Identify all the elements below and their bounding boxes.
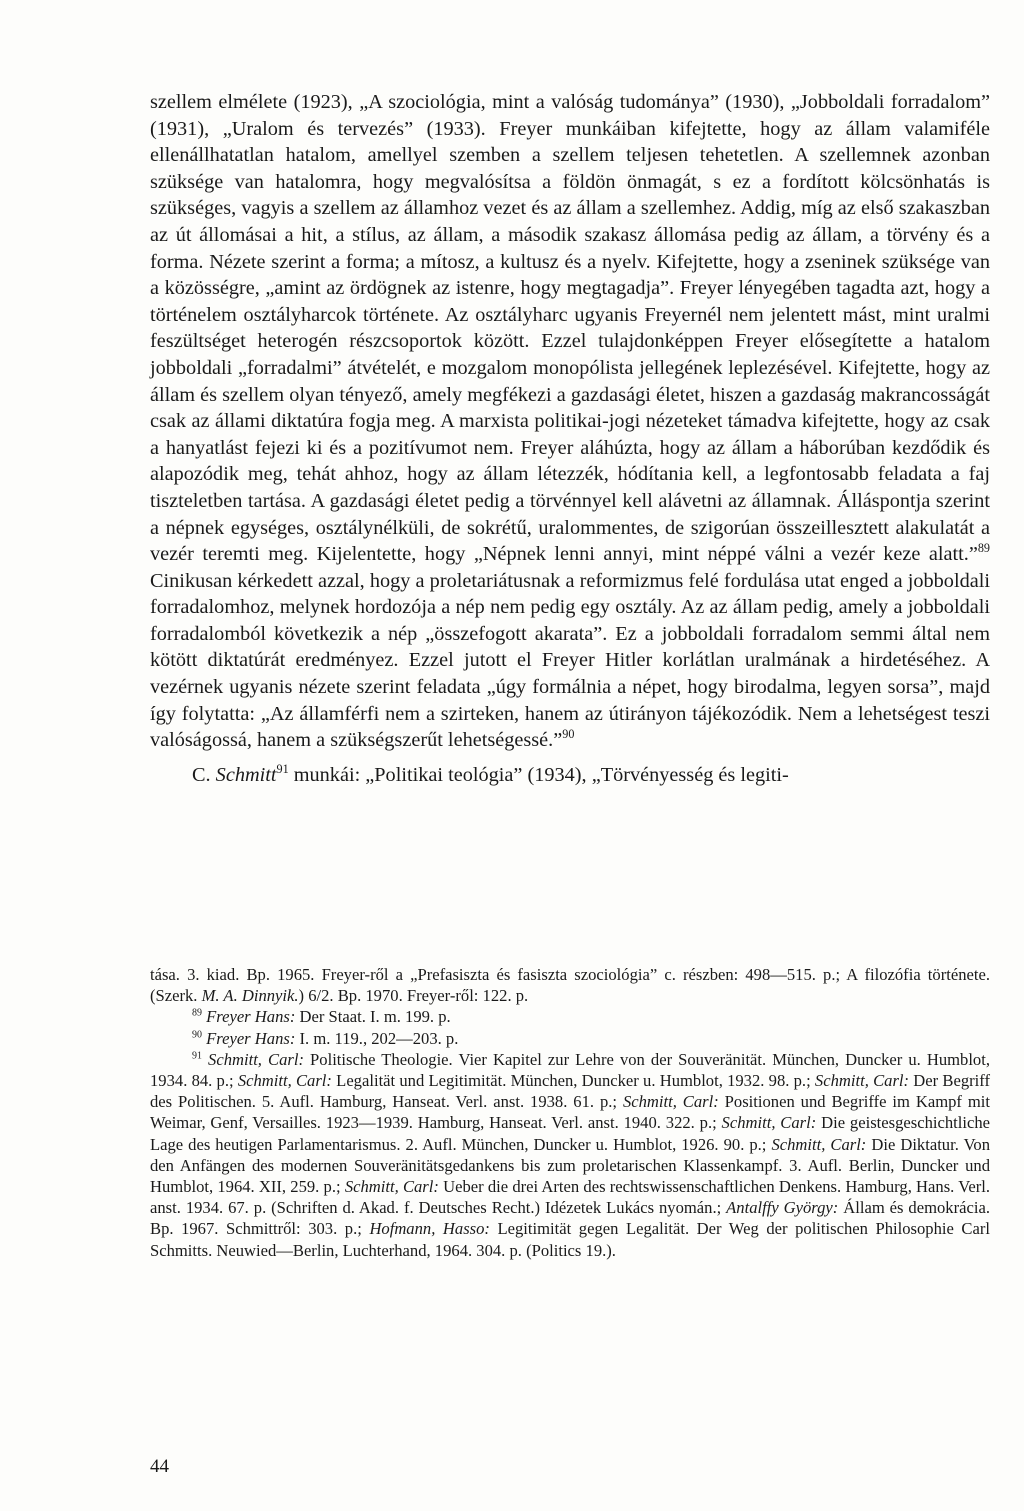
- paragraph-text: C.: [192, 763, 216, 786]
- footnote-text: Der Staat. I. m. 199. p.: [295, 1007, 451, 1027]
- footnote-text: Die Diktatur. Von den Anfängen des modernen Souveränitätsgedankens bis zum proletarischen Klassenkampf. 3. Aufl. Berlin, Duncker und Humblot, 1964. XII, 259. p.;: [150, 1134, 991, 1197]
- footnote-author: Schmitt, Carl:: [721, 1113, 817, 1133]
- footnote-number: 91: [192, 1050, 202, 1062]
- footnotes: [150, 964, 990, 1261]
- paragraph-text: szellem elmélete (1923), „A szociológia, mint a valóság tudománya” (1930), „Jobboldali forradalom” (1931), „Uralom és tervezés” (1933). Freyer munkáiban kifejtette, hogy az állam valamiféle ellenállhatatlan hatalom, amellyel szemben a szellem teljesen tehetetlen. A szellemnek azonban szüksége van hatalomra, hogy megvalósítsa a földön önmagát, s ez a fordított kölcsönhatás is szükséges, vagyis a szellem az államhoz vezet és az állam a szellemhez. Addig, míg az első szakaszban az út állomásai a hit, a stílus, az állam, a második szakasz állomása pedig az állam, a törvény és a forma. Nézete szerint a forma; a mítosz, a kultusz és a nyelv. Kifejtette, hogy a zseninek szüksége van a közösségre, „amint az ördögnek az istenre, hogy megtagadja”. Freyer lényegében tagadta azt, hogy a történelem osztályharcok története. Az osztályharc ugyanis Freyernél nem jelentett mást, mint uralmi feszültséget heterogén részcsoportok között. Ezzel tulajdonképpen Freyer elősegítette a hatalom jobboldali „forradalmi” átvételét, e mozgalom monopólista jellegének leplezésével. Kifejtette, hogy az állam és szellem olyan tényező, amely megfékezi a gazdasági életet, hiszen a gazdaság makrancosságát csak az állami diktatúra fogja meg. A marxista politikai-jogi nézeteket támadva kifejtette, hogy az csak a hanyatlást fejezi ki és a pozitívumot nem. Freyer aláhúzta, hogy az állam a háborúban kezdődik és alapozódik meg, tehát ahhoz, hogy az állam létezzék, hódítania kell, a legfontosabb feladata a faj tiszteletben tartása. A gazdasági életet pedig a törvénnyel kell alávetni az államnak. Álláspontja szerint a népnek egységes, osztálynélküli, de sokrétű, uralommentes, de szigorúan összeillesztett alakulatát a vezér teremti meg. Kijelentette, hogy „Népnek lenni annyi, mint néppé válni a vezér keze alatt.”: [150, 91, 990, 566]
- footnote-author: Antalffy György:: [726, 1198, 839, 1218]
- footnote-text: Legalität und Legitimität. München, Duncker u. Humblot, 1932. 98. p.;: [331, 1071, 815, 1091]
- footnote-text: Állam és demokrácia. Bp. 1967. Schmittről: 303. p.;: [150, 1198, 990, 1239]
- footnote-text: Positionen und Begriffe im Kampf mit Weimar, Genf, Versailles. 1923—1939. Hamburg, Hanseat. Verl. anst. 1940. 322. p.;: [150, 1092, 990, 1133]
- paragraph-schmitt: [150, 762, 990, 789]
- footnote-number: 89: [192, 1007, 202, 1019]
- footnote-author: Schmitt, Carl:: [771, 1134, 867, 1154]
- footnote-89: [150, 1006, 990, 1027]
- footnote-text: Ueber die drei Arten des rechtswissenschaftlichen Denkens. Hamburg, Hans. Verl. anst. 1934. 67. p. (Schriften d. Akad. f. Deutsches Recht.) Idézetek Lukács nyomán.;: [150, 1177, 991, 1218]
- footnote-text: I. m. 119., 202—203. p.: [295, 1028, 459, 1048]
- page-number: 44: [150, 1456, 169, 1477]
- footnote-author: Schmitt, Carl:: [814, 1071, 910, 1091]
- footnote-91: [150, 1049, 990, 1261]
- footnote-author: Schmitt, Carl:: [622, 1092, 719, 1112]
- footnote-author: Hofmann, Hasso:: [369, 1219, 490, 1239]
- paragraph-freyer: [150, 89, 990, 754]
- footnote-text: Politische Theologie. Vier Kapitel zur Lehre von der Souveränität. München, Duncker u. Humblot, 1934. 84. p.;: [150, 1049, 990, 1091]
- footnote-author: M. A. Dinnyik.: [201, 986, 299, 1006]
- footnote-ref-90[interactable]: 90: [562, 727, 575, 742]
- footnote-text: ) 6/2. Bp. 1970. Freyer-ről: 122. p.: [298, 986, 529, 1006]
- paragraph-text: Cinikusan kérkedett azzal, hogy a proletariátusnak a reformizmus felé fordulása utat enged a jobboldali forradalomhoz, melynek hordozója a nép nem pedig egy osztály. Az az állam pedig, amely a jobboldali forradalomból következik a nép „összefogott akarata”. Ez a jobboldali forradalom semmi által nem kötött diktatúrát eredményez. Ezzel jutott el Freyer Hitler korlátlan uralmának a hirdetéséhez. A vezérnek ugyanis nézete szerint feladata „úgy formálnia a népet, hogy birodalma, legyen sorsa”, majd így folytatta: „Az államférfi nem a szirteken, hanem az útirányon tájékozódik. Nem a lehetségest teszi valóságossá, hanem a szükségszerűt lehetségessé.”: [150, 569, 990, 752]
- footnote-text: tása. 3. kiad. Bp. 1965. Freyer-ről a „Prefasiszta és fasiszta szociológia” c. részben: 498—515. p.; A filozófia története. (Szerk.: [150, 965, 990, 1006]
- paragraph-text: munkái: „Politikai teológia” (1934), „Törvényesség és legiti-: [288, 763, 789, 786]
- main-text: [150, 89, 990, 788]
- footnote-text: Legitimität gegen Legalität. Der Weg der politischen Philosophie Carl Schmitts. Neuwied—Berlin, Luchterhand, 1964. 304. p. (Politics 19.).: [150, 1219, 990, 1260]
- author-name: Schmitt: [215, 763, 277, 786]
- footnote-text: Der Begriff des Politischen. 5. Aufl. Hamburg, Hanseat. Verl. anst. 1938. 61. p.;: [150, 1071, 991, 1112]
- footnote-continuation: [150, 964, 990, 1006]
- footnote-number: 90: [192, 1029, 202, 1041]
- footnote-ref-89[interactable]: 89: [977, 541, 990, 556]
- footnote-text: Die geistesgeschichtliche Lage des heutigen Parlamentarismus. 2. Aufl. München, Duncker u. Humblot, 1926. 90. p.;: [150, 1113, 990, 1154]
- footnote-author: Schmitt, Carl:: [208, 1049, 304, 1069]
- footnote-author: Freyer Hans:: [206, 1007, 296, 1027]
- footnote-author: Freyer Hans:: [206, 1028, 296, 1048]
- footnote-author: Schmitt, Carl:: [237, 1071, 332, 1091]
- footnote-author: Schmitt, Carl:: [344, 1177, 439, 1197]
- footnote-ref-91[interactable]: 91: [276, 762, 289, 777]
- footnote-90: [150, 1028, 990, 1049]
